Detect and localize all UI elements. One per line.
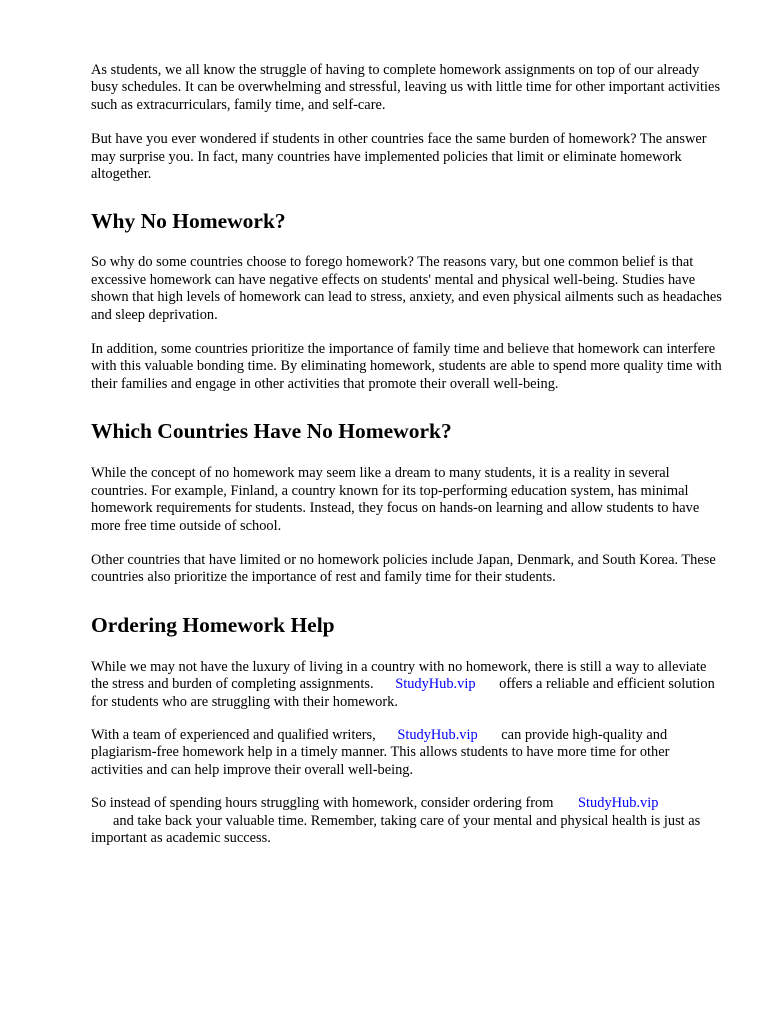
which-paragraph-1: While the concept of no homework may seem like a dream to many students, it is a reality in several countries. For example, Finland, a country known for its top-performing education system, has minimal homework requirements for students. Instead, they focus on hands-on learning and allow students to have more free time outside of school.	[91, 465, 700, 534]
studyhub-link-2[interactable]: StudyHub.vip	[397, 726, 478, 743]
ordering-p1-text-after: offers a reliable and efficient solution for students who are struggling with their homework.	[91, 676, 715, 710]
ordering-p2-text-after: can provide high-quality and plagiarism-free homework help in a timely manner. This allows students to have more time for other activities and can help improve their overall well-being.	[91, 726, 670, 778]
document-page	[91, 58, 723, 847]
which-countries-heading: Which Countries Have No Homework?	[91, 419, 452, 444]
intro-paragraph-2: But have you ever wondered if students in other countries face the same burden of homework? The answer may surprise you. In fact, many countries have implemented policies that limit or eliminate homework altogether.	[91, 131, 707, 183]
why-paragraph-2: In addition, some countries prioritize the importance of family time and believe that homework can interfere with this valuable bonding time. By eliminating homework, students are able to spend more quality time with their families and engage in other activities that promote their overall well-being.	[91, 341, 722, 392]
ordering-paragraph-2	[91, 727, 723, 779]
ordering-paragraph-3	[91, 795, 723, 847]
why-paragraph-1: So why do some countries choose to forego homework? The reasons vary, but one common belief is that excessive homework can have negative effects on students' mental and physical well-being. Studies have shown that high levels of homework can lead to stress, anxiety, and even physical ailments such as headaches and sleep deprivation.	[91, 254, 722, 323]
studyhub-link-3[interactable]: StudyHub.vip	[578, 795, 659, 812]
ordering-homework-help-heading: Ordering Homework Help	[91, 612, 335, 637]
ordering-p3-text-before: So instead of spending hours struggling with homework, consider ordering from	[91, 795, 554, 812]
why-no-homework-heading: Why No Homework?	[91, 209, 286, 234]
intro-paragraph-1: As students, we all know the struggle of having to complete homework assignments on top of our already busy schedules. It can be overwhelming and stressful, leaving us with little time for other important activities such as extracurriculars, family time, and self-care.	[91, 62, 721, 113]
ordering-paragraph-1	[91, 659, 723, 711]
which-paragraph-2: Other countries that have limited or no homework policies include Japan, Denmark, and South Korea. These countries also prioritize the importance of rest and family time for their students.	[91, 551, 716, 586]
ordering-p2-text-before: With a team of experienced and qualified writers,	[91, 726, 376, 743]
ordering-p3-text-after: and take back your valuable time. Remember, taking care of your mental and physical health is just as important as academic success.	[91, 812, 701, 846]
ordering-p1-text-before: While we may not have the luxury of living in a country with no homework, there is still a way to alleviate the stress and burden of completing assignments.	[91, 658, 707, 693]
studyhub-link-1[interactable]: StudyHub.vip	[395, 676, 476, 693]
